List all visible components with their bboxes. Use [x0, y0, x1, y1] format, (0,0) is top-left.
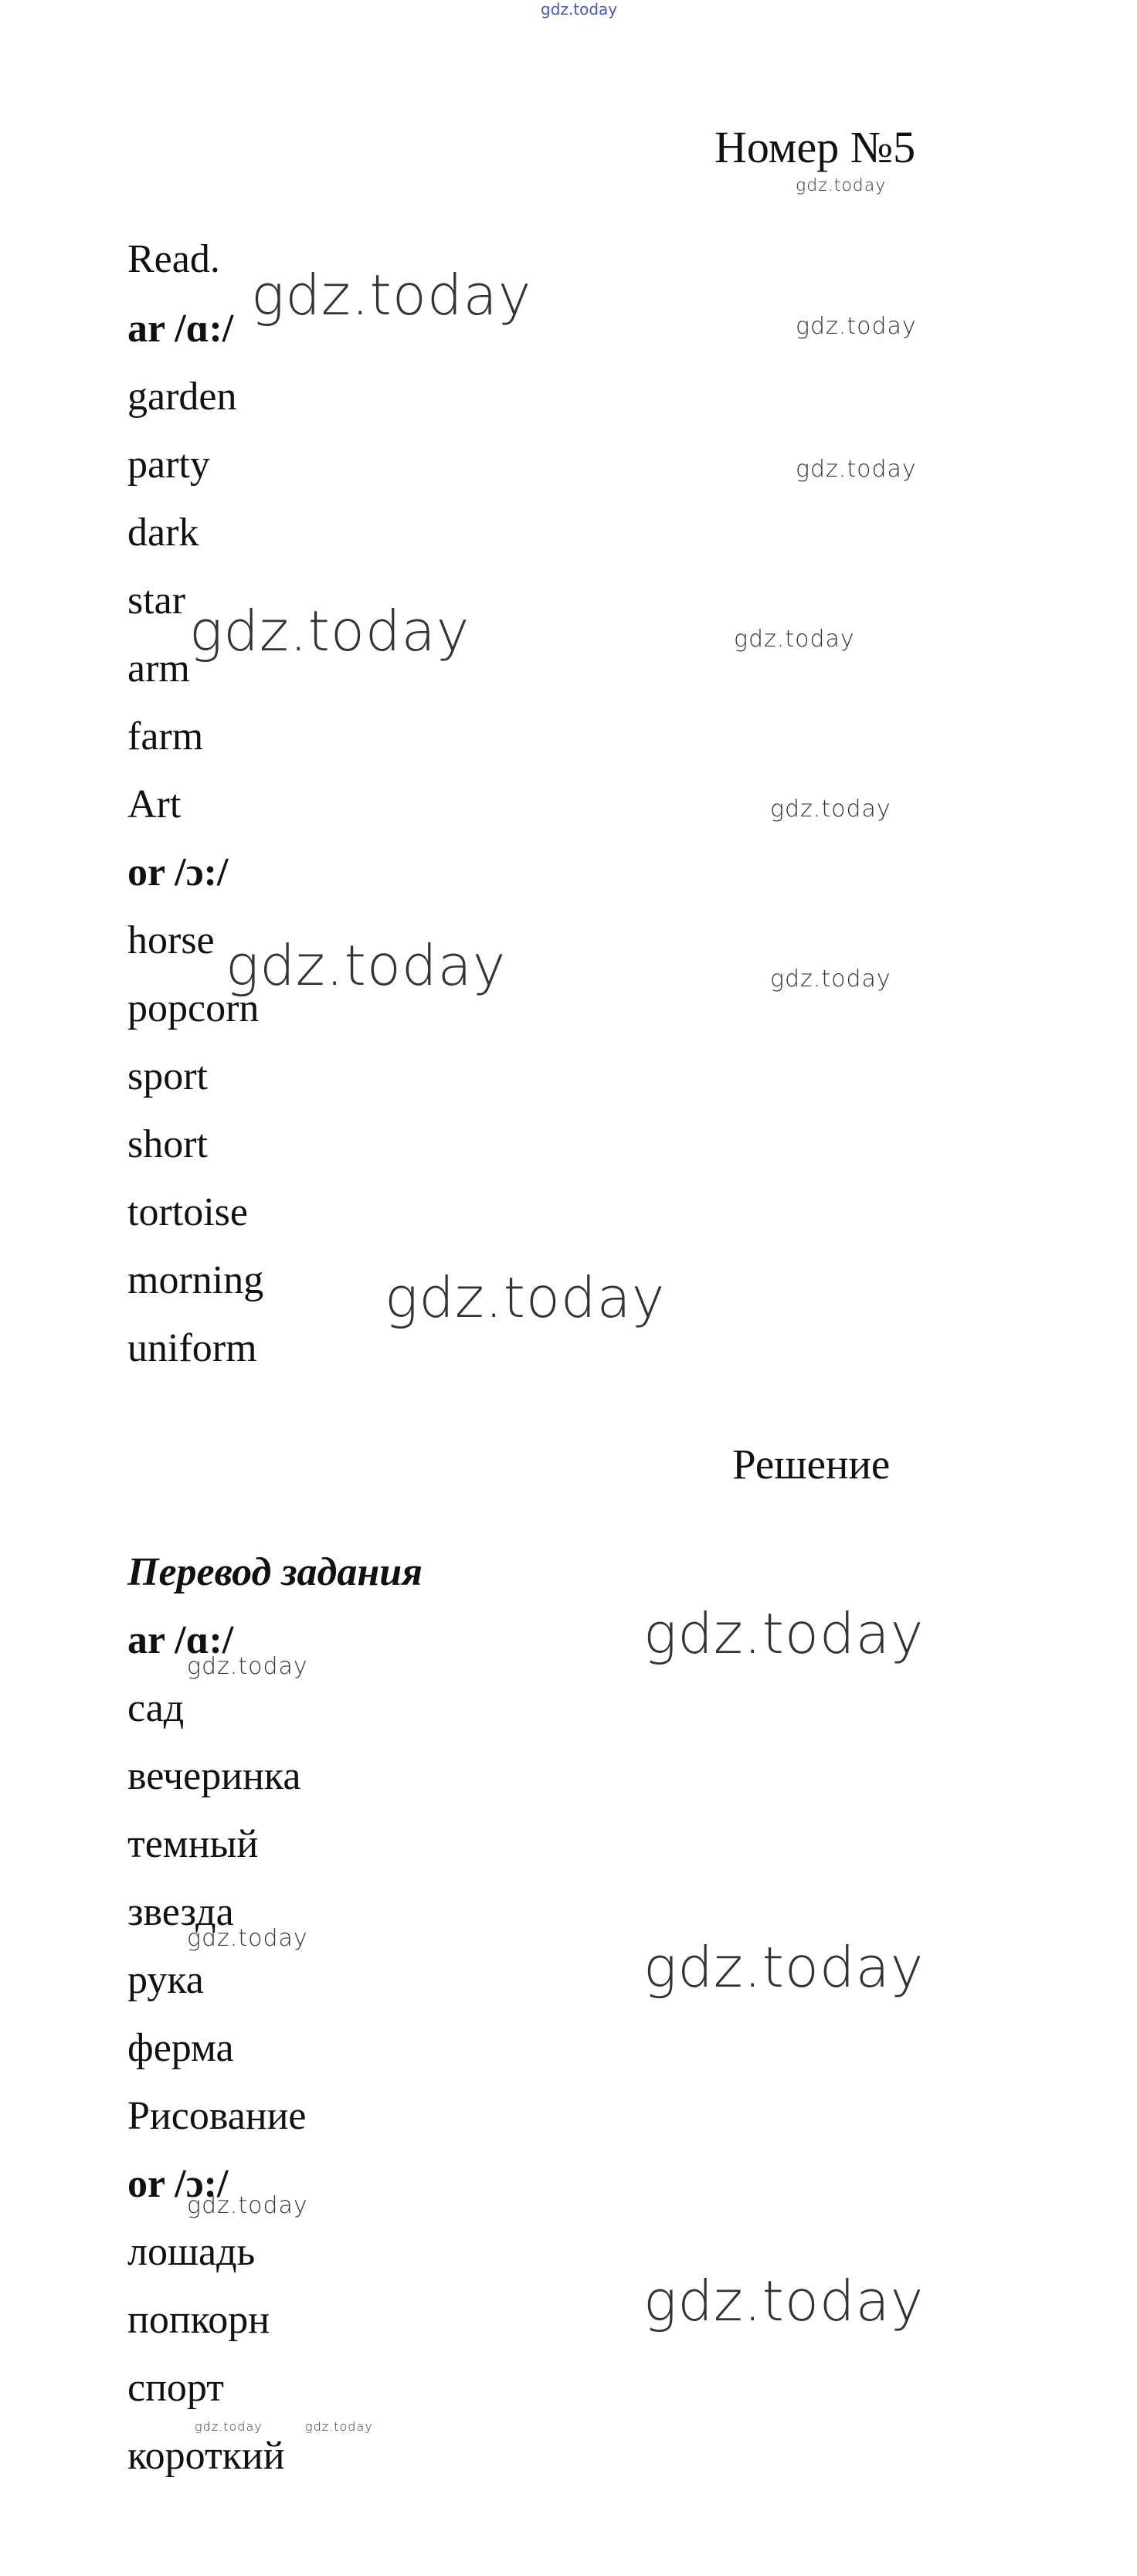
list-item: sport [127, 1054, 208, 1098]
watermark: gdz.today [643, 1935, 925, 2000]
watermark: gdz.today [796, 176, 887, 195]
ar-heading-ru: ar /ɑ:/ [127, 1618, 234, 1662]
watermark: gdz.today [385, 1265, 666, 1330]
list-item: вечеринка [127, 1754, 301, 1798]
watermark: gdz.today [195, 2419, 263, 2434]
or-heading: or /ɔ:/ [127, 850, 229, 894]
list-item: farm [127, 714, 204, 759]
page-title: Номер №5 [714, 122, 916, 172]
list-item: horse [127, 918, 215, 962]
list-item: morning [127, 1258, 264, 1302]
translation-heading: Перевод задания [127, 1550, 423, 1594]
list-item: short [127, 1122, 208, 1166]
watermark: gdz.today [643, 2269, 925, 2333]
watermark: gdz.today [187, 2192, 308, 2219]
list-item: popcorn [127, 986, 260, 1030]
list-item: dark [127, 511, 199, 555]
list-item: сад [127, 1686, 185, 1730]
watermark: gdz.today [796, 313, 917, 340]
list-item: uniform [127, 1326, 257, 1370]
list-item: рука [127, 1958, 204, 2002]
or-heading-ru: or /ɔ:/ [127, 2162, 229, 2206]
instruction-text: Read. [127, 237, 220, 281]
watermark: gdz.today [187, 1925, 308, 1952]
list-item: спорт [127, 2366, 224, 2410]
watermark: gdz.today [796, 456, 917, 483]
list-item: arm [127, 647, 190, 691]
list-item: Рисование [127, 2094, 307, 2138]
watermark: gdz.today [187, 1653, 308, 1680]
watermark: gdz.today [189, 599, 470, 664]
solution-heading: Решение [732, 1441, 891, 1488]
list-item: ферма [127, 2026, 234, 2070]
watermark: gdz.today [643, 1601, 925, 1666]
list-item: звезда [127, 1890, 234, 1934]
list-item: garden [127, 375, 237, 419]
list-item: лошадь [127, 2230, 256, 2274]
watermark: gdz.today [734, 626, 855, 653]
watermark: gdz.today [770, 796, 891, 823]
list-item: попкорн [127, 2298, 270, 2342]
ar-heading: ar /ɑ:/ [127, 307, 234, 351]
list-item: короткий [127, 2434, 285, 2478]
list-item: темный [127, 1822, 259, 1866]
top-watermark: gdz.today [541, 0, 618, 19]
watermark: gdz.today [305, 2419, 373, 2434]
watermark: gdz.today [251, 263, 532, 328]
list-item: star [127, 579, 186, 623]
list-item: tortoise [127, 1190, 248, 1234]
list-item: party [127, 443, 210, 487]
list-item: Art [127, 782, 182, 826]
watermark: gdz.today [770, 966, 891, 993]
watermark: gdz.today [226, 933, 507, 998]
